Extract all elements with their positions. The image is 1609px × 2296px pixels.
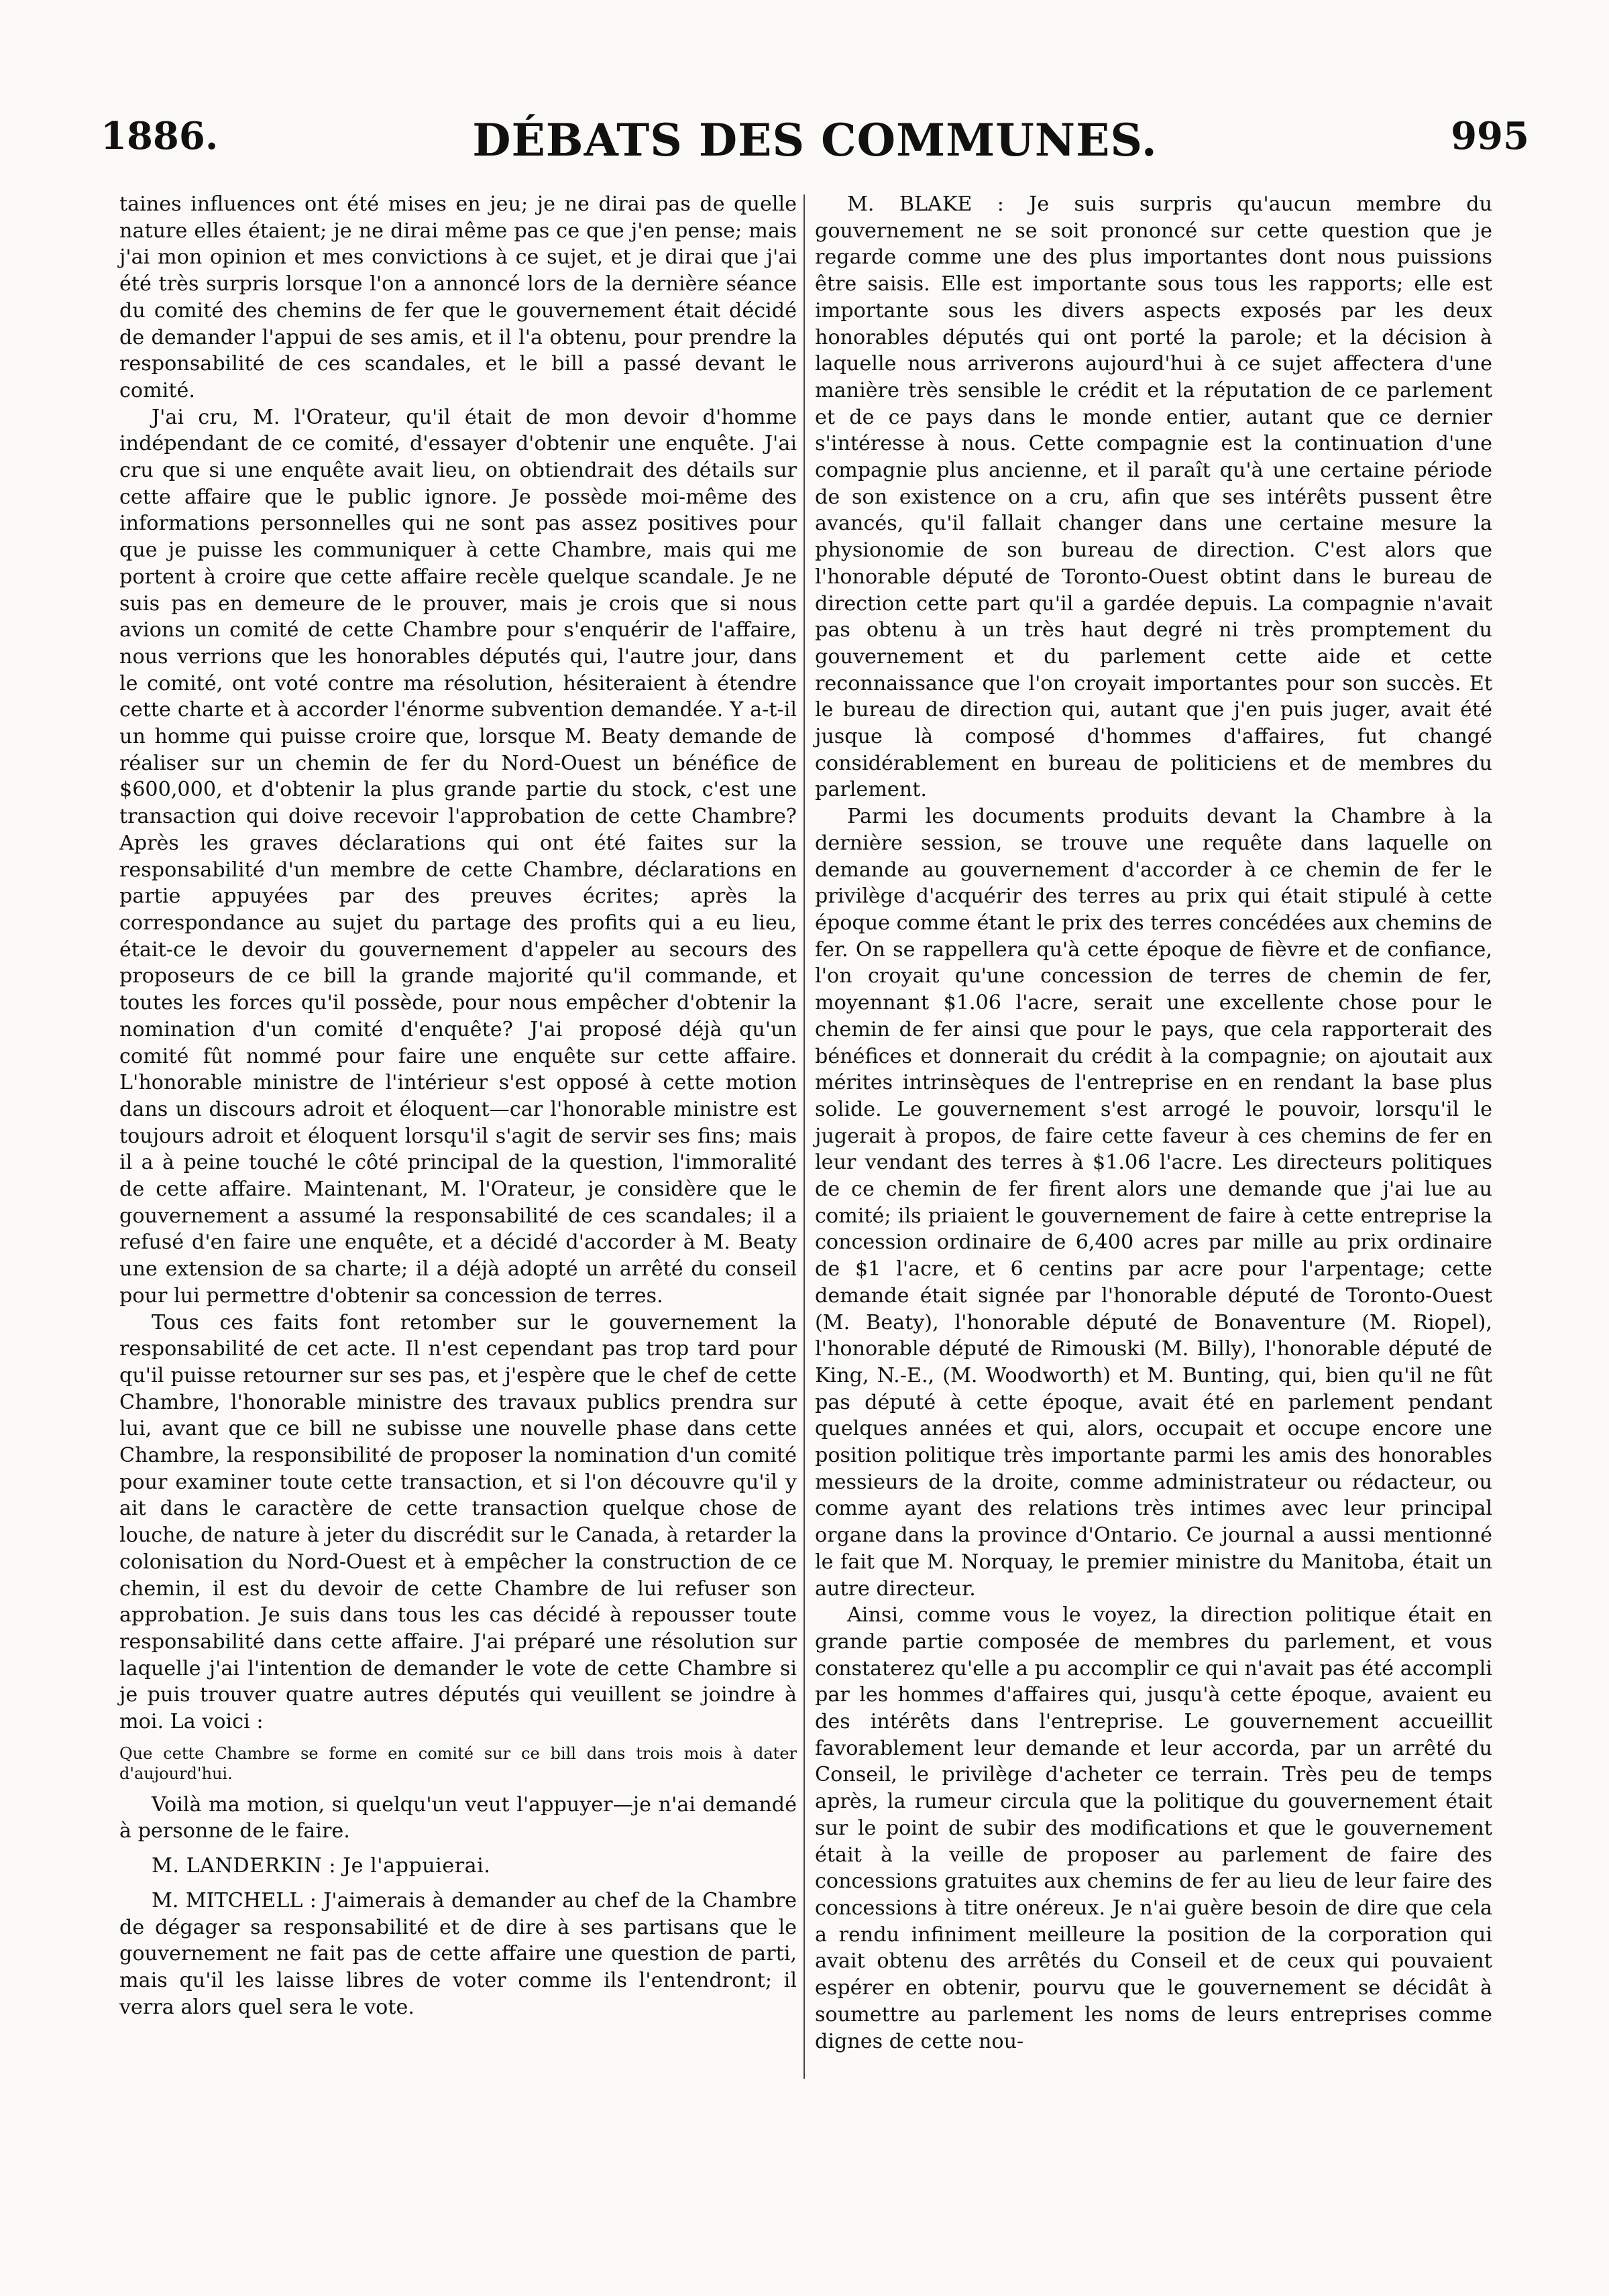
paragraph: Tous ces faits font retomber sur le gouvernement la responsabilité de cet acte. Il n'est cependant pas trop tard pour qu'il puisse retourner sur ses pas, et j'espère que le chef de cette Chambre, l'honorable ministre des travaux publics prendra sur lui, avant que ce bill ne subisse une nouvelle phase dans cette Chambre, la responsibilité de proposer la nomination d'un comité pour examiner toute cette transaction, et si l'on découvre qu'il y ait dans le caractère de cette transaction quelque chose de louche, de nature à jeter du discrédit sur le Canada, à retarder la colonisation du Nord-Ouest et à empêcher la construction de ce chemin, il est du devoir de cette Chambre de lui refuser son approbation. Je suis dans tous les cas décidé à repousser toute responsabilité dans cette affaire. J'ai préparé une résolution sur laquelle j'ai l'intention de demander le vote de cette Chambre si je puis trouver quatre autres députés qui veuillent se joindre à moi. La voici : — [119, 1310, 797, 1734]
paragraph: J'ai cru, M. l'Orateur, qu'il était de mon devoir d'homme indépendant de ce comité, d'essayer d'obtenir une enquête. J'ai cru que si une enquête avait lieu, on obtiendrait des détails sur cette affaire que le public ignore. Je possède moi-même des informations personnelles qui ne sont pas assez positives pour que je puisse les communiquer à cette Chambre, mais qui me portent à croire que cette affaire recèle quelque scandale. Je ne suis pas en demeure de le prouver, mais je crois que si nous avions un comité de cette Chambre pour s'enquérir de l'affaire, nous verrions que les honorables députés qui, l'autre jour, dans le comité, ont voté contre ma résolution, hésiteraient à étendre cette charte et à accorder l'énorme subvention demandée. Y a-t-il un homme qui puisse croire que, lorsque M. Beaty demande de réaliser sur un chemin de fer du Nord-Ouest un bénéfice de $600,000, et d'obtenir la plus grande partie du stock, c'est une transaction qui doive recevoir l'approbation de cette Chambre? Après les graves déclarations qui ont été faites sur la responsabilité d'un membre de cette Chambre, déclarations en partie appuyées par des preuves écrites; après la correspondance au sujet du partage des profits qui a eu lieu, était-ce le devoir du gouvernement d'appeler au secours des proposeurs de ce bill la grande majorité qu'il commande, et toutes les forces qu'il possède, pour nous empêcher d'obtenir la nomination d'un comité d'enquête? J'ai proposé déjà qu'un comité fût nommé pour faire une enquête sur cette affaire. L'honorable ministre de l'intérieur s'est opposé à cette motion dans un discours adroit et éloquent—car l'honorable ministre est toujours adroit et éloquent lorsqu'il s'agit de servir ses fins; mais il a à peine touché le côté principal de la question, l'immoralité de cette affaire. Maintenant, M. l'Orateur, je considère que le gouvernement a assumé la responsabilité de ces scandales; il a refusé d'en faire une enquête, et a décidé d'accorder à M. Beaty une extension de sa charte; il a déjà adopté un arrêté du conseil pour lui permettre d'obtenir sa concession de terres. — [119, 405, 797, 1308]
journal-title: DÉBATS DES COMMUNES. — [472, 114, 1158, 166]
speech-blake: M. BLAKE : Je suis surpris qu'aucun membre du gouvernement ne se soit prononcé sur cette question que je regarde comme une des plus importantes dont nous puissions être saisis. Elle est importante sous tous les rapports; elle est importante sous les divers aspects exposés par les deux honorables députés qui ont porté la parole; et la décision à laquelle nous arriverons aujourd'hui à ce sujet affectera d'une manière très sensible le crédit et la réputation de ce parlement et de ce pays dans le monde entier, autant que ce dernier s'intéresse à nous. Cette compagnie est la continuation d'une compagnie plus ancienne, et il paraît qu'à une certaine période de son existence on a cru, afin que ses intérêts pussent être avancés, qu'il fallait changer dans une certaine mesure la physionomie de son bureau de direction. C'est alors que l'honorable député de Toronto-Ouest obtint dans le bureau de direction cette part qu'il a gardée depuis. La compagnie n'avait pas obtenu à un très haut degré ni très promptement du gouvernement et du parlement cette aide et cette reconnaissance que l'on croyait importantes pour son succès. Et le bureau de direction qui, autant que j'en puis juger, avait été jusque là composé d'hommes d'affaires, fut changé considérablement en bureau de politiciens et de membres du parlement. — [815, 192, 1492, 802]
speech-mitchell: M. MITCHELL : J'aimerais à demander au chef de la Chambre de dégager sa responsabilité et de dire à ses partisans que le gouvernement ne fait pas de cette affaire une question de parti, mais qu'il les laisse libres de voter comme ils l'entendront; il verra alors quel sera le vote. — [119, 1888, 797, 2019]
column-divider — [803, 194, 805, 2079]
page-number: 995 — [1451, 114, 1529, 158]
paragraph-continuation: taines influences ont été mises en jeu; je ne dirai pas de quelle nature elles étaient; je ne dirai même pas ce que j'en pense; mais j'ai mon opinion et mes convictions à ce sujet, et je dirai que j'ai été très surpris lorsque l'on a annoncé lors de la dernière séance du comité des chemins de fer que le gouvernement était décidé de demander l'appui de ses amis, et il l'a obtenu, pour prendre la responsabilité de ces scandales, et le bill a passé devant le comité. — [119, 192, 797, 402]
right-column — [815, 191, 1492, 2055]
paragraph: Parmi les documents produits devant la Chambre à la dernière session, se trouve une requête dans laquelle on demande au gouvernement d'accorder à ce chemin de fer le privilège d'acquérir des terres au prix qui était stipulé à cette époque comme étant le prix des terres concédées aux chemins de fer. On se rappellera qu'à cette époque de fièvre et de confiance, l'on croyait qu'une concession de terres de chemin de fer, moyennant $1.06 l'acre, serait une excellente chose pour le chemin de fer ainsi que pour le pays, que cela rapporterait des bénéfices et donnerait du crédit à la compagnie; on ajoutait aux mérites intrinsèques de l'entreprise en en rendant la base plus solide. Le gouvernement s'est arrogé le pouvoir, lorsqu'il le jugerait à propos, de faire cette faveur à ces chemins de fer en leur vendant des terres à $1.06 l'acre. Les directeurs politiques de ce chemin de fer firent alors une demande que j'ai lue au comité; ils priaient le gouvernement de faire à cette entreprise la concession ordinaire de 6,400 acres par mille au prix ordinaire de $1 l'acre, et 6 centins par acre pour l'arpentage; cette demande était signée par l'honorable député de Toronto-Ouest (M. Beaty), l'honorable député de Bonaventure (M. Riopel), l'honorable député de Rimouski (M. Billy), l'honorable député de King, N.-E., (M. Woodworth) et M. Bunting, qui, bien qu'il ne fût pas député à cette époque, avait été en parlement pendant quelques années et qui, alors, occupait et occupe encore une position politique très importante parmi les amis des honorables messieurs de la droite, comme administrateur ou rédacteur, ou comme ayant des relations très intimes avec leur principal organe dans la province d'Ontario. Ce journal a aussi mentionné le fait que M. Norquay, le premier ministre du Manitoba, était un autre directeur. — [815, 805, 1492, 1601]
left-column — [119, 191, 797, 2020]
speech-landerkin: M. LANDERKIN : Je l'appuierai. — [152, 1854, 491, 1878]
page-header — [101, 107, 1529, 188]
motion-text: Que cette Chambre se forme en comité sur ce bill dans trois mois à dater d'aujourd'hui. — [119, 1743, 797, 1783]
year: 1886. — [101, 114, 219, 158]
paragraph: Voilà ma motion, si quelqu'un veut l'appuyer—je n'ai demandé à personne de le faire. — [119, 1792, 797, 1843]
paragraph: Ainsi, comme vous le voyez, la direction politique était en grande partie composée de membres du parlement, et vous constaterez qu'elle a pu accomplir ce qui n'avait pas été accompli par les hommes d'affaires qui, jusqu'à cette époque, avaient eu des intérêts dans l'entreprise. Le gouvernement accueillit favorablement leur demande et leur accorda, par un arrêté du Conseil, le privilège d'acheter ce terrain. Très peu de temps après, la rumeur circula que la politique du gouvernement était sur le point de subir des modifications et que le gouvernement était à la veille de proposer au parlement de faire des concessions gratuites aux chemins de fer au lieu de leur faire des concessions à titre onéreux. Je n'ai guère besoin de dire que cela a rendu infiniment meilleure la position de la corporation qui avait obtenu des arrêtés du Conseil et de ceux qui pouvaient espérer en obtenir, pourvu que le gouvernement se décidât à soumettre au parlement les noms de leurs entreprises comme dignes de cette nou- — [815, 1603, 1492, 2053]
